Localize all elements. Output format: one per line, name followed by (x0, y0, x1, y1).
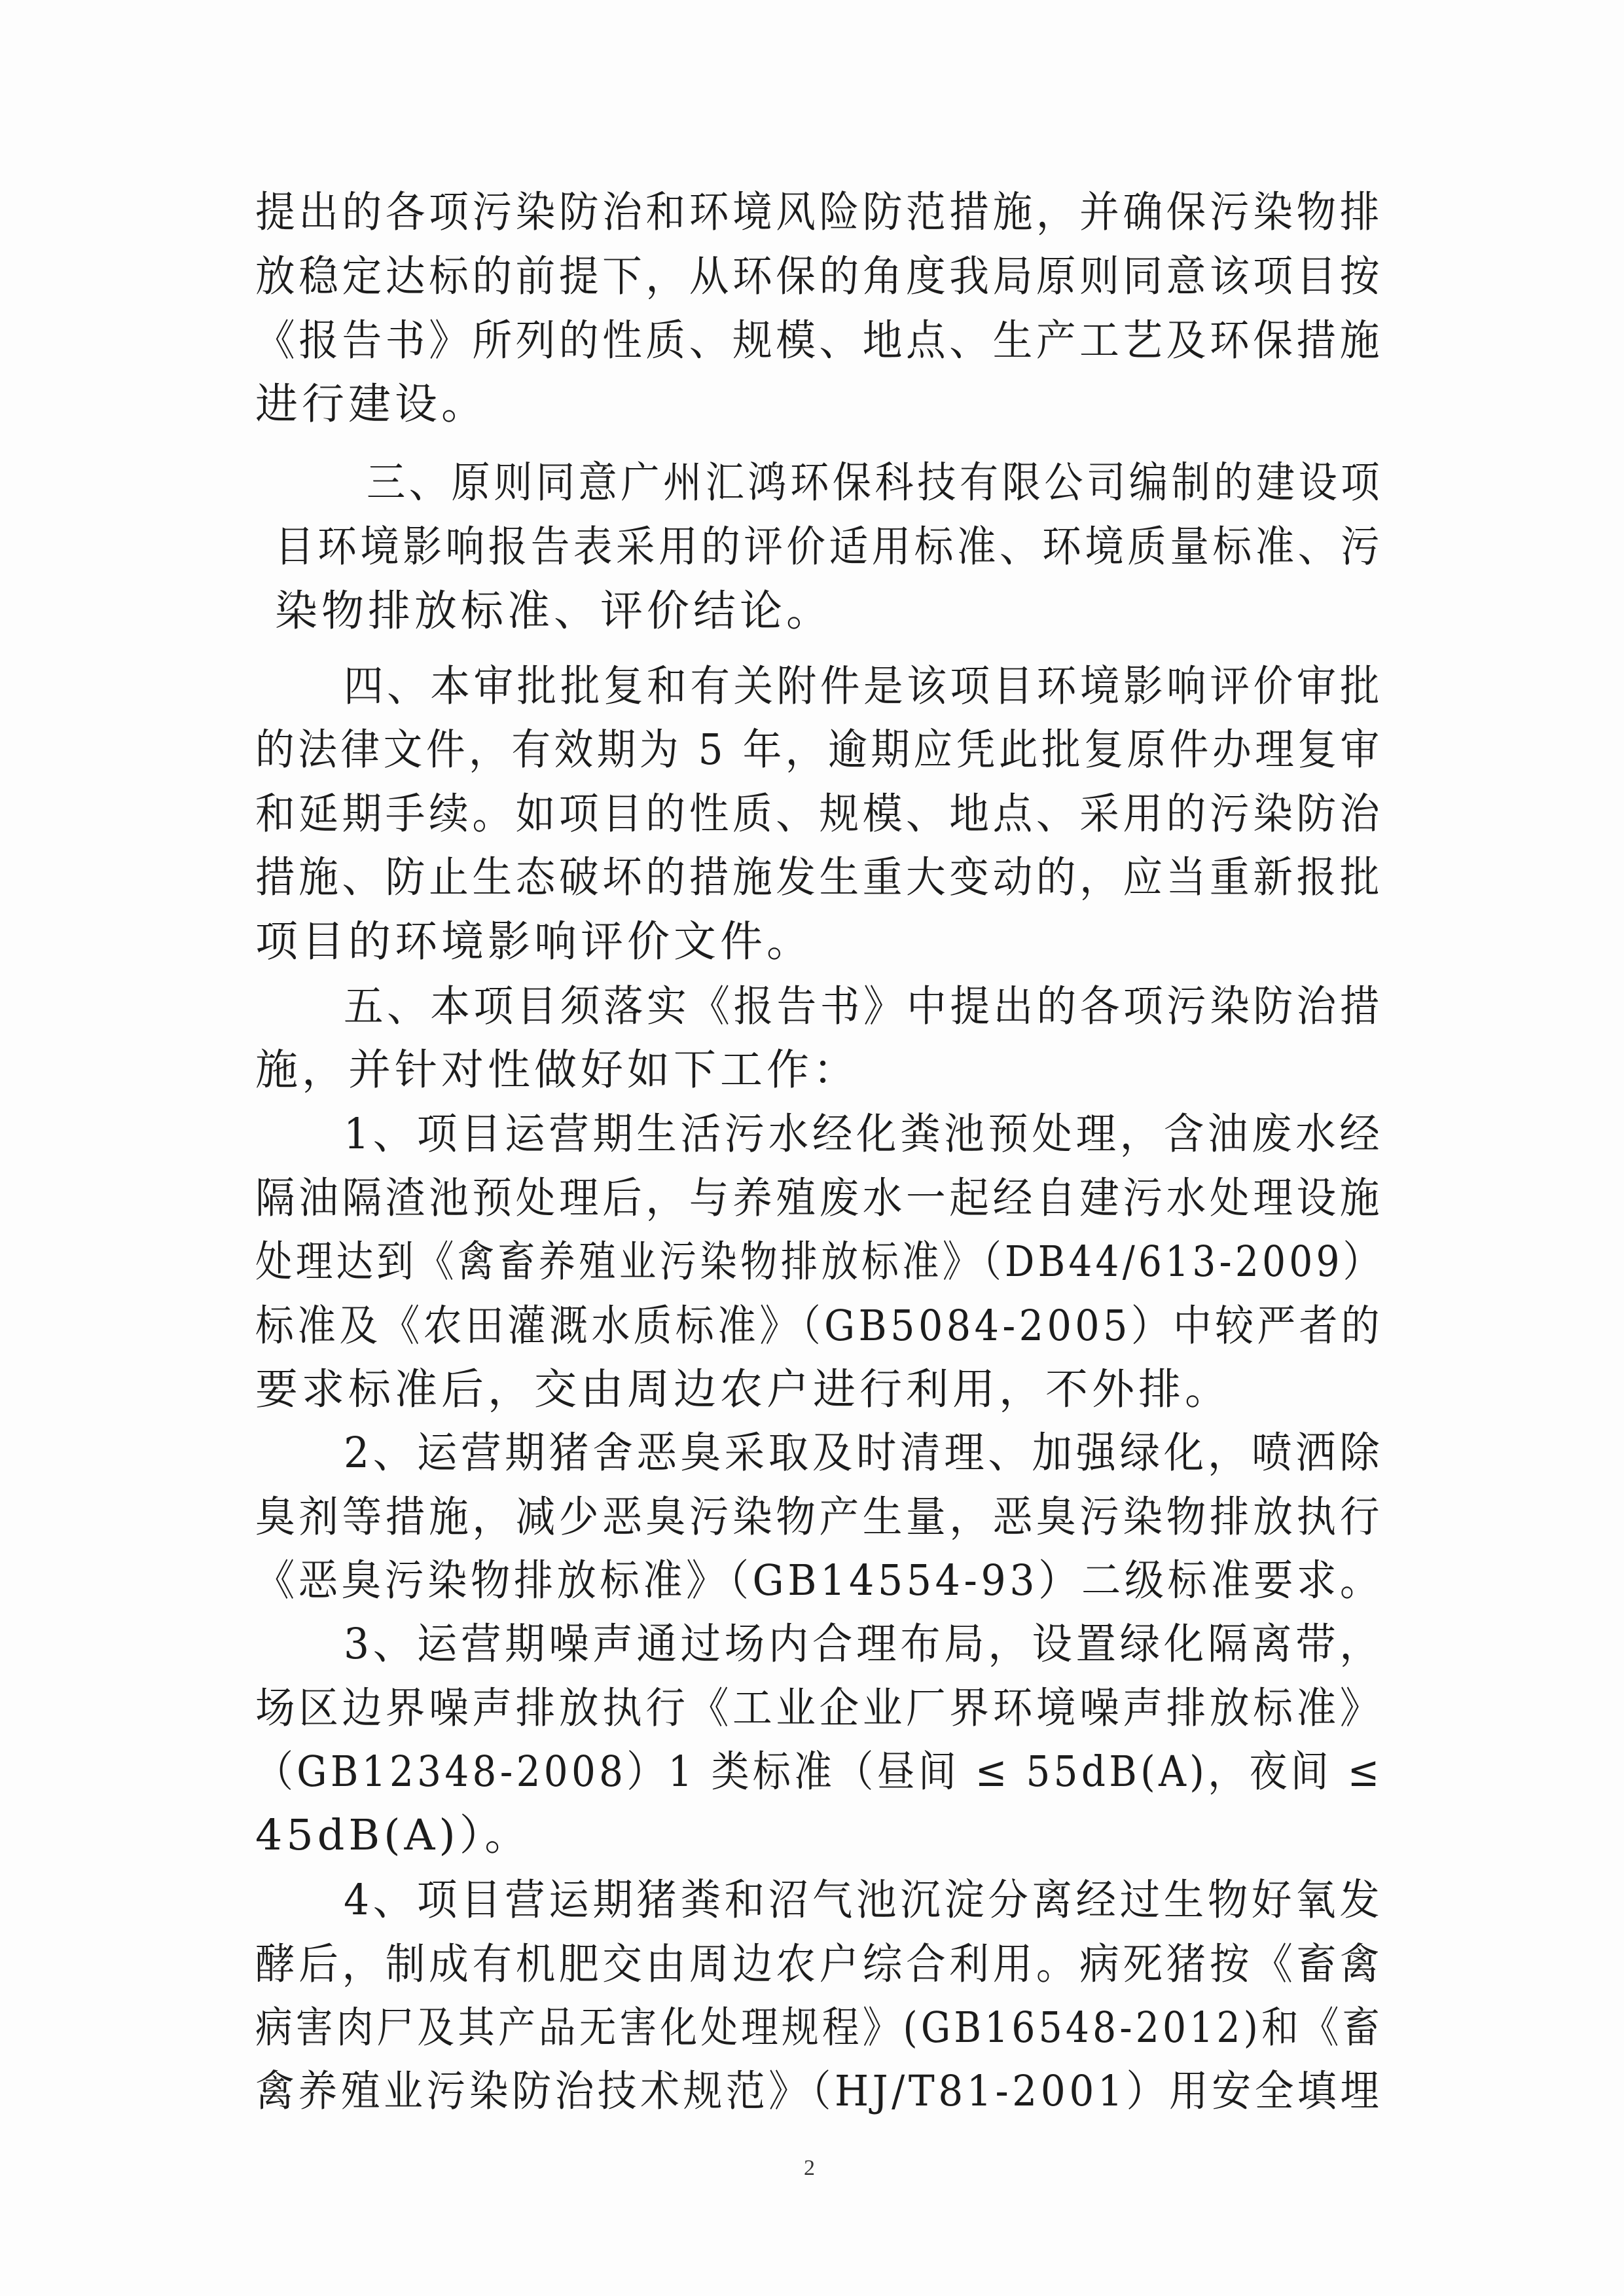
text-line: 目环境影响报告表采用的评价适用标准、环境质量标准、污 (275, 522, 1384, 572)
page-number: 2 (804, 2156, 815, 2180)
text-line: 放稳定达标的前提下，从环保的角度我局原则同意该项目按 (255, 252, 1384, 301)
text-line: 45dB(A)）。 (255, 1811, 532, 1860)
text-line: 《恶臭污染物排放标准》（GB14554-93）二级标准要求。 (255, 1556, 1383, 1605)
text-line: 要求标准后，交由周边农户进行利用，不外排。 (255, 1365, 1232, 1414)
text-line: 2、运营期猪舍恶臭采取及时清理、加强绿化，喷洒除 (344, 1429, 1384, 1478)
text-line: 处理达到《禽畜养殖业污染物排放标准》（DB44/613-2009） (255, 1237, 1384, 1286)
text-line: 隔油隔渣池预处理后，与养殖废水一起经自建污水处理设施 (255, 1174, 1384, 1223)
text-line: 三、原则同意广州汇鸿环保科技有限公司编制的建设项 (367, 458, 1384, 507)
text-line: 酵后，制成有机肥交由周边农户综合利用。病死猪按《畜禽 (255, 1940, 1384, 1989)
text-line: 提出的各项污染防治和环境风险防范措施，并确保污染物排 (255, 188, 1384, 237)
text-line: 施，并针对性做好如下工作： (255, 1046, 860, 1095)
text-line: 四、本审批批复和有关附件是该项目环境影响评价审批 (344, 662, 1384, 711)
text-line: 《报告书》所列的性质、规模、地点、生产工艺及环保措施 (255, 316, 1384, 365)
text-line: 场区边界噪声排放执行《工业企业厂界环境噪声排放标准》 (255, 1684, 1384, 1733)
text-line: 4、项目营运期猪粪和沼气池沉淀分离经过生物好氧发 (344, 1876, 1384, 1925)
text-line: 和延期手续。如项目的性质、规模、地点、采用的污染防治 (255, 790, 1384, 839)
text-line: 染物排放标准、评价结论。 (275, 587, 833, 636)
text-line: 进行建设。 (255, 380, 488, 429)
text-line: 臭剂等措施，减少恶臭污染物产生量，恶臭污染物排放执行 (255, 1493, 1384, 1542)
text-line: 3、运营期噪声通过场内合理布局，设置绿化隔离带， (344, 1620, 1384, 1669)
text-line: 项目的环境影响评价文件。 (255, 917, 814, 966)
text-line: 病害肉尸及其产品无害化处理规程》(GB16548-2012)和《畜 (255, 2003, 1383, 2052)
text-line: 措施、防止生态破坏的措施发生重大变动的，应当重新报批 (255, 853, 1384, 902)
text-line: 禽养殖业污染防治技术规范》（HJ/T81-2001）用安全填埋 (255, 2067, 1383, 2116)
text-line: （GB12348-2008）1 类标准（昼间 ≤ 55dB(A)，夜间 ≤ (255, 1747, 1383, 1796)
text-line: 1、项目运营期生活污水经化粪池预处理，含油废水经 (344, 1110, 1384, 1159)
text-line: 五、本项目须落实《报告书》中提出的各项污染防治措 (344, 982, 1384, 1031)
text-line: 的法律文件，有效期为 5 年，逾期应凭此批复原件办理复审 (255, 725, 1383, 774)
text-line: 标准及《农田灌溉水质标准》（GB5084-2005）中较严者的 (255, 1302, 1383, 1351)
